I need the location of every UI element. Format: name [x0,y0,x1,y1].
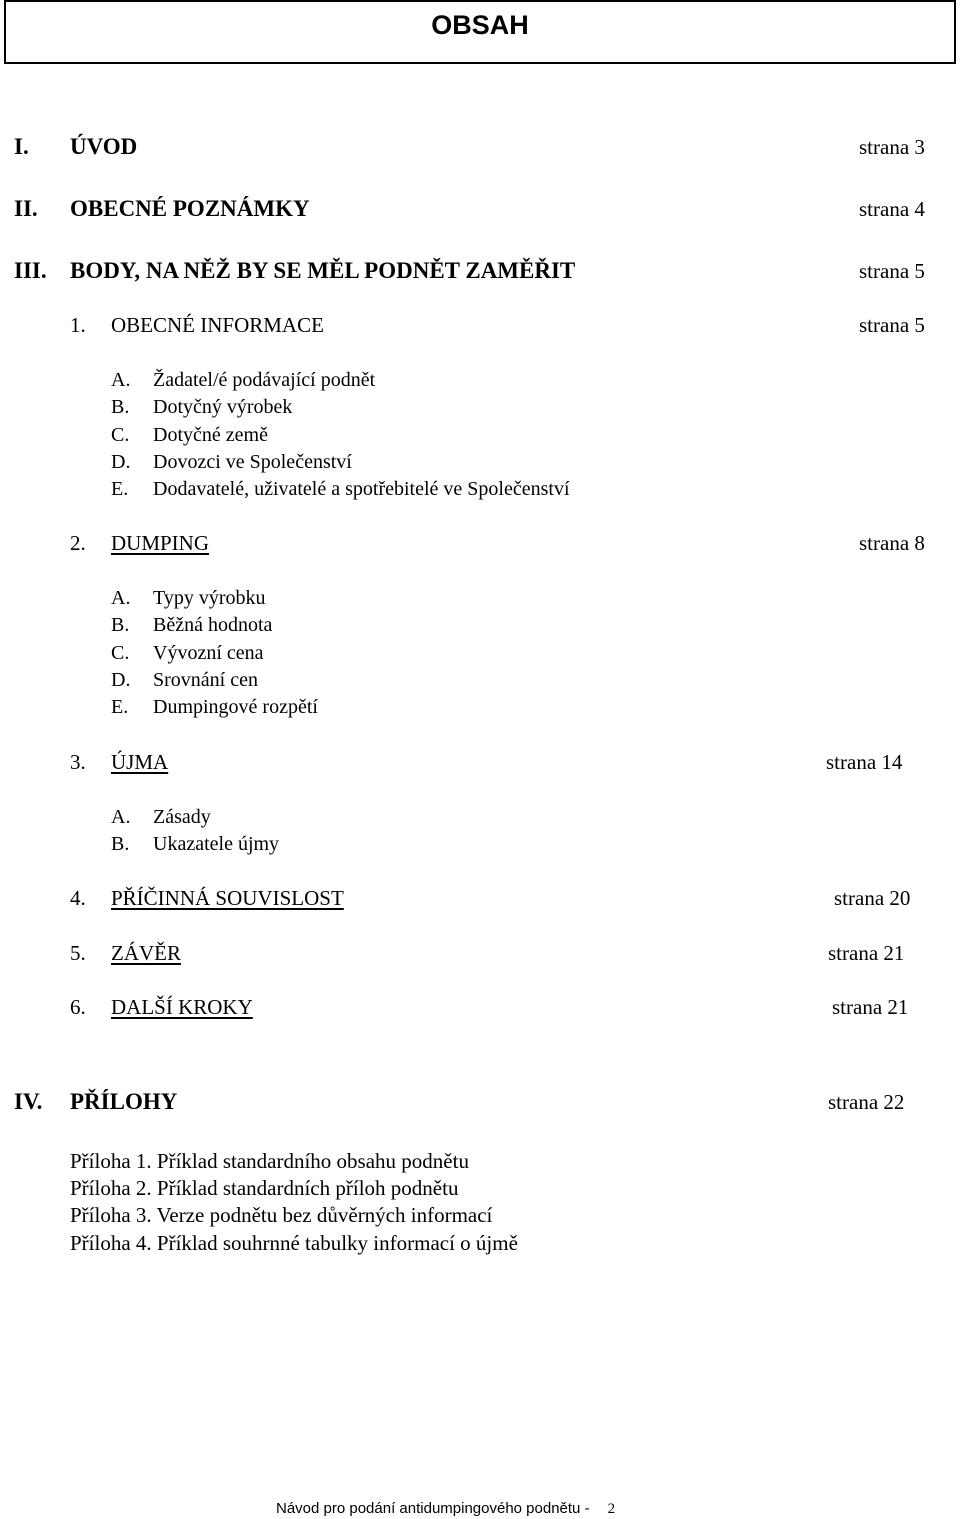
subsection-title-ujma[interactable]: ÚJMA [111,750,169,774]
subsection-number: 6. [70,995,86,1019]
item-letter: B. [111,396,130,418]
subsection-page: strana 8 [859,531,925,555]
subsection-title-obecne-informace: OBECNÉ INFORMACE [111,313,324,337]
subsection-page: strana 20 [834,886,911,910]
appendix-item: Příloha 3. Verze podnětu bez důvěrných informací [70,1203,493,1227]
subsection-number: 2. [70,531,86,555]
subsection-page: strana 21 [832,995,909,1019]
section-number: III. [14,258,47,283]
subsection-title-pricinna-souvislost[interactable]: PŘÍČINNÁ SOUVISLOST [111,886,344,910]
subsection-title-zaver[interactable]: ZÁVĚR [111,941,181,965]
item-label: Srovnání cen [153,669,258,691]
subsection-page: strana 5 [859,313,925,337]
subsection-number: 5. [70,941,86,965]
section-page: strana 5 [859,259,925,283]
section-number: IV. [14,1089,43,1114]
subsection-page: strana 21 [828,941,905,965]
appendix-item: Příloha 1. Příklad standardního obsahu podnětu [70,1149,469,1173]
item-letter: C. [111,642,130,664]
item-letter: E. [111,696,129,718]
item-letter: D. [111,451,131,473]
item-letter: A. [111,806,131,828]
subsection-title-dumping[interactable]: DUMPING [111,531,210,555]
item-label: Žadatel/é podávající podnět [153,369,376,391]
page-title: OBSAH [4,0,956,64]
item-letter: E. [111,478,129,500]
section-title-uvod: ÚVOD [70,134,138,159]
item-label: Dotyčný výrobek [153,396,293,418]
section-number: II. [14,196,38,221]
appendix-item: Příloha 4. Příklad souhrnné tabulky informací o újmě [70,1231,518,1255]
subsection-number: 3. [70,750,86,774]
item-letter: A. [111,369,131,391]
item-label: Typy výrobku [153,587,266,609]
item-letter: B. [111,833,130,855]
section-title-obecne-poznamky: OBECNÉ POZNÁMKY [70,196,310,221]
item-label: Dotyčné země [153,424,268,446]
item-label: Dovozci ve Společenství [153,451,352,473]
section-page: strana 22 [828,1090,905,1114]
item-label: Běžná hodnota [153,614,273,636]
subsection-title-dalsi-kroky[interactable]: DALŠÍ KROKY [111,995,253,1019]
section-title-body: BODY, NA NĚŽ BY SE MĚL PODNĚT ZAMĚŘIT [70,258,576,283]
subsection-page: strana 14 [826,750,903,774]
page-footer [276,1500,615,1518]
section-number: I. [14,134,29,159]
item-letter: B. [111,614,130,636]
appendix-item: Příloha 2. Příklad standardních příloh podnětu [70,1176,459,1200]
item-letter: D. [111,669,131,691]
footer-text: Návod pro podání antidumpingového podnětu - [276,1500,590,1517]
section-page: strana 4 [859,197,925,221]
footer-page-number: 2 [607,1501,616,1517]
item-label: Zásady [153,806,211,828]
item-label: Dumpingové rozpětí [153,696,318,718]
item-letter: A. [111,587,131,609]
section-page: strana 3 [859,135,925,159]
item-letter: C. [111,424,130,446]
item-label: Dodavatelé, uživatelé a spotřebitelé ve Společenství [153,478,570,500]
subsection-number: 4. [70,886,86,910]
subsection-number: 1. [70,313,86,337]
section-title-prilohy: PŘÍLOHY [70,1089,178,1114]
item-label: Ukazatele újmy [153,833,280,855]
item-label: Vývozní cena [153,642,264,664]
